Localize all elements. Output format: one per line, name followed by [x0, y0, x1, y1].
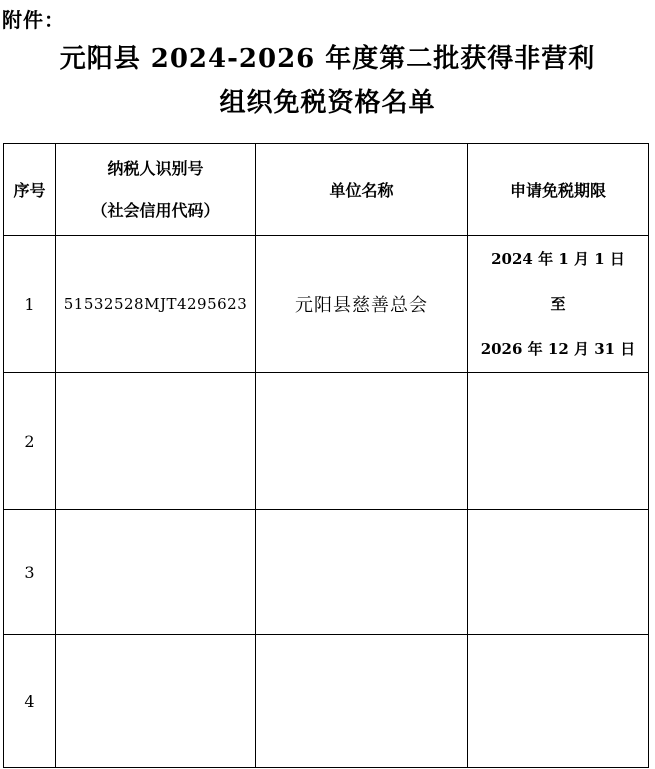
table-header-row — [4, 144, 649, 236]
header-tin-line-1: 纳税人识别号 — [107, 158, 204, 178]
cell-tin — [56, 373, 256, 510]
header-period: 申请免税期限 — [468, 144, 649, 236]
cell-unit — [256, 373, 468, 510]
exemption-list-table — [3, 143, 649, 768]
cell-period — [468, 236, 649, 373]
cell-seq: 2 — [4, 373, 56, 510]
cell-tin: 51532528MJT4295623 — [56, 236, 256, 373]
cell-seq: 1 — [4, 236, 56, 373]
cell-tin — [56, 635, 256, 768]
cell-unit: 元阳县慈善总会 — [256, 236, 468, 373]
cell-period — [468, 373, 649, 510]
cell-period — [468, 635, 649, 768]
table-row — [4, 635, 649, 768]
period-to: 至 — [550, 294, 566, 313]
header-tin — [56, 144, 256, 236]
header-tin-line-2: （社会信用代码） — [91, 200, 220, 220]
table-row — [4, 373, 649, 510]
cell-unit — [256, 510, 468, 635]
period-end: 2026 年 12 月 31 日 — [480, 339, 636, 358]
table-row — [4, 510, 649, 635]
header-seq: 序号 — [4, 144, 56, 236]
cell-seq: 4 — [4, 635, 56, 768]
cell-tin — [56, 510, 256, 635]
document-title-line-1: 元阳县 2024-2026 年度第二批获得非营利 — [59, 44, 596, 74]
period-start: 2024 年 1 月 1 日 — [491, 249, 625, 268]
cell-period — [468, 510, 649, 635]
header-unit: 单位名称 — [256, 144, 468, 236]
cell-seq: 3 — [4, 510, 56, 635]
cell-unit — [256, 635, 468, 768]
table-row — [4, 236, 649, 373]
attachment-label: 附件： — [2, 8, 65, 32]
document-title-line-2: 组织免税资格名单 — [219, 88, 436, 118]
